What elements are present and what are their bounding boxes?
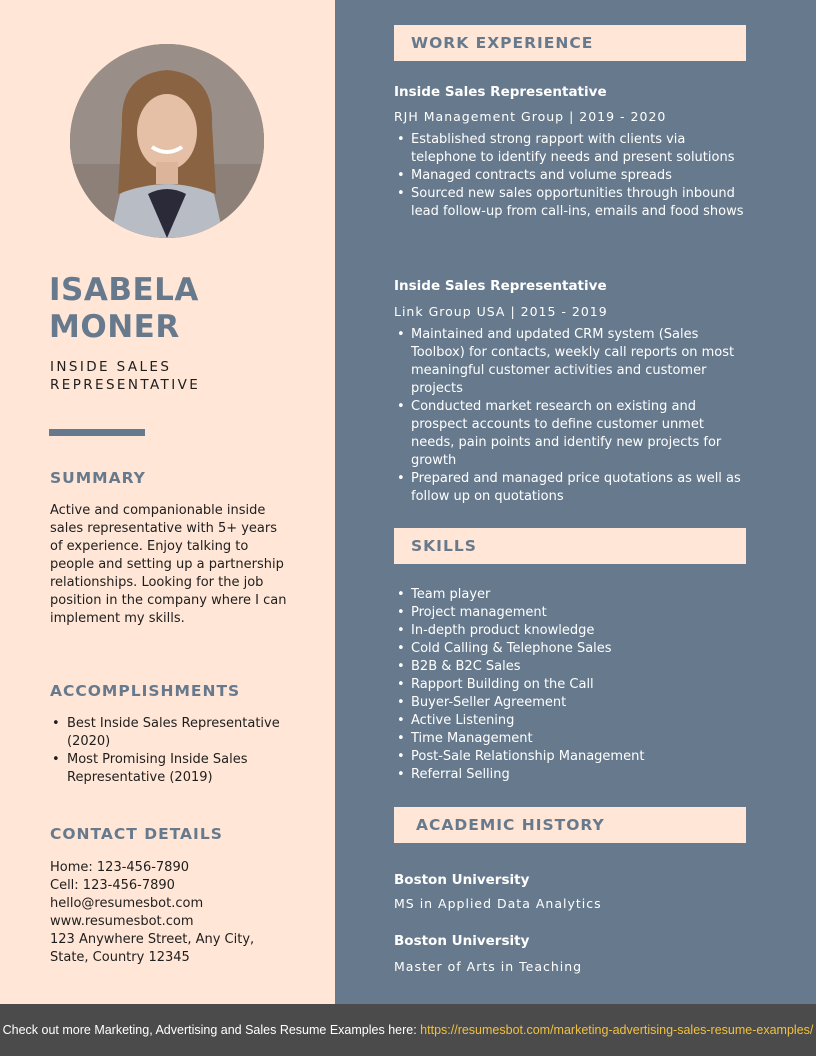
role-line-2: REPRESENTATIVE <box>50 377 201 393</box>
summary-heading: SUMMARY <box>50 469 146 487</box>
list-item: • Best Inside Sales Representative (2020) <box>50 715 290 751</box>
list-item: • Managed contracts and volume spreads <box>394 167 746 185</box>
first-name: ISABELA <box>49 272 199 308</box>
skill-item: • Time Management <box>394 730 746 748</box>
list-item: • Maintained and updated CRM system (Sales Toolbox) for contacts, weekly call reports on most meaningful customer activities and customer projects <box>394 326 746 398</box>
degree-2: Master of Arts in Teaching <box>394 959 583 974</box>
list-item: • Sourced new sales opportunities through inbound lead follow-up from call-ins, emails and food shows <box>394 185 746 221</box>
footer-banner <box>0 1004 816 1056</box>
list-item: • Most Promising Inside Sales Representative (2019) <box>50 751 290 787</box>
footer-link[interactable]: https://resumesbot.com/marketing-advertising-sales-resume-examples/ <box>420 1023 814 1037</box>
contact-cell: Cell: 123-456-7890 <box>50 878 175 893</box>
contact-address-2: State, Country 12345 <box>50 950 190 965</box>
contact-home: Home: 123-456-7890 <box>50 860 189 875</box>
job-company-2: Link Group USA | 2015 - 2019 <box>394 304 608 319</box>
skills-heading: SKILLS <box>394 528 746 564</box>
role-line-1: INSIDE SALES <box>50 359 172 375</box>
contact-address-1: 123 Anywhere Street, Any City, <box>50 932 255 947</box>
footer-text: Check out more Marketing, Advertising and Sales Resume Examples here: <box>2 1023 421 1037</box>
skill-item: • In-depth product knowledge <box>394 622 746 640</box>
list-item: • Prepared and managed price quotations as well as follow up on quotations <box>394 470 746 506</box>
skill-item: • Buyer-Seller Agreement <box>394 694 746 712</box>
summary-text: Active and companionable inside sales representative with 5+ years of experience. Enjoy talking to people and setting up a partnership relationships. Looking for the job position in the company where I can implement my skills. <box>50 503 287 626</box>
skill-item: • Team player <box>394 586 746 604</box>
list-item: • Established strong rapport with clients via telephone to identify needs and present solutions <box>394 131 746 167</box>
job-company-1: RJH Management Group | 2019 - 2020 <box>394 109 667 124</box>
school-1: Boston University <box>394 872 530 888</box>
last-name: MONER <box>49 309 180 345</box>
skill-item: • Active Listening <box>394 712 746 730</box>
list-item: • Conducted market research on existing and prospect accounts to define customer unmet needs, pain points and identify new projects for growth <box>394 398 746 470</box>
work-experience-heading: WORK EXPERIENCE <box>394 25 746 61</box>
contact-details <box>50 859 290 967</box>
contact-email[interactable]: hello@resumesbot.com <box>50 896 204 911</box>
contact-heading: CONTACT DETAILS <box>50 825 223 843</box>
skill-item: • Cold Calling & Telephone Sales <box>394 640 746 658</box>
degree-1: MS in Applied Data Analytics <box>394 896 602 911</box>
job-title-1: Inside Sales Representative <box>394 84 607 100</box>
skills-list <box>394 586 746 784</box>
job-bullets-1 <box>394 131 746 221</box>
candidate-name <box>49 272 199 346</box>
profile-photo <box>70 44 264 238</box>
academic-history-heading: ACADEMIC HISTORY <box>394 807 746 843</box>
accomplishments-list <box>50 715 290 787</box>
accomplishments-heading: ACCOMPLISHMENTS <box>50 682 241 700</box>
candidate-role <box>50 358 290 394</box>
skill-item: • Post-Sale Relationship Management <box>394 748 746 766</box>
divider-bar <box>49 429 145 436</box>
skill-item: • Rapport Building on the Call <box>394 676 746 694</box>
left-column <box>0 0 335 1004</box>
skill-item: • B2B & B2C Sales <box>394 658 746 676</box>
contact-website[interactable]: www.resumesbot.com <box>50 914 194 929</box>
skill-item: • Project management <box>394 604 746 622</box>
skill-item: • Referral Selling <box>394 766 746 784</box>
school-2: Boston University <box>394 933 530 949</box>
job-title-2: Inside Sales Representative <box>394 278 607 294</box>
job-bullets-2 <box>394 326 746 506</box>
